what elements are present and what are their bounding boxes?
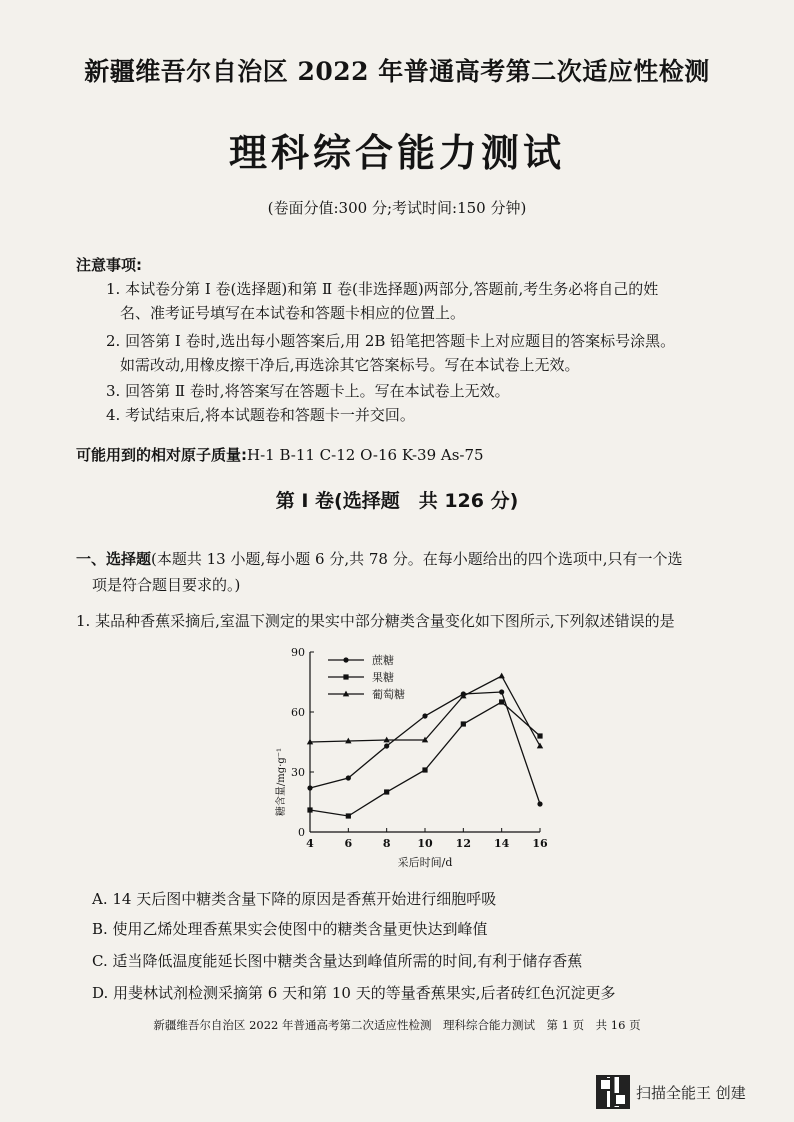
option-d: D. 用斐林试剂检测采摘第 6 天和第 10 天的等量香蕉果实,后者砖红色沉淀更多	[92, 984, 616, 1002]
data-point-1-0	[307, 807, 312, 812]
data-point-2-6	[537, 743, 543, 749]
legend-label-0: 蔗糖	[372, 654, 394, 667]
notice-item-4: 4. 考试结束后,将本试题卷和答题卡一并交回。	[106, 406, 415, 424]
score-time-info: (卷面分值:300 分;考试时间:150 分钟)	[267, 199, 527, 217]
data-point-1-3	[422, 767, 427, 772]
chart-svg	[262, 642, 562, 872]
legend-label-2: 葡萄糖	[372, 688, 405, 701]
data-point-0-3	[422, 713, 427, 718]
data-point-2-5	[498, 673, 504, 679]
scanner-watermark	[596, 1072, 776, 1112]
notice-item-1-cont: 名、准考证号填写在本试卷和答题卡相应的位置上。	[120, 304, 466, 322]
notice-item-1: 1. 本试卷分第 Ⅰ 卷(选择题)和第 Ⅱ 卷(非选择题)两部分,答题前,考生务必将自己的姓	[106, 280, 659, 298]
data-point-1-6	[537, 733, 542, 738]
data-point-1-1	[346, 813, 351, 818]
x-tick-label: 14	[494, 837, 510, 850]
instructions-text: (本题共 13 小题,每小题 6 分,共 78 分。在每小题给出的四个选项中,只有一个选	[151, 550, 683, 568]
notice-heading: 注意事项:	[76, 256, 142, 274]
y-axis-label: 糖含量/mg·g⁻¹	[276, 747, 287, 817]
data-point-0-0	[307, 785, 312, 790]
series-line-1	[310, 702, 540, 816]
data-point-1-5	[499, 699, 504, 704]
option-c: C. 适当降低温度能延长图中糖类含量达到峰值所需的时间,有利于储存香蕉	[92, 952, 583, 970]
option-a: A. 14 天后图中糖类含量下降的原因是香蕉开始进行细胞呼吸	[92, 890, 497, 908]
instructions-label: 一、选择题	[76, 550, 152, 568]
x-tick-label: 12	[455, 837, 471, 850]
section-title: 第 Ⅰ 卷(选择题 共 126 分)	[275, 490, 519, 512]
qr-code-icon	[596, 1075, 630, 1109]
y-tick-label: 0	[298, 826, 305, 839]
legend-marker-1	[343, 674, 348, 679]
page-footer: 新疆维吾尔自治区 2022 年普通高考第二次适应性检测 理科综合能力测试 第 1 页 共 16 页	[153, 1018, 641, 1032]
x-tick-label: 10	[417, 837, 433, 850]
section-instructions-cont: 项是符合题目要求的。)	[92, 576, 241, 594]
series-line-0	[310, 692, 540, 804]
atomic-mass-label: 可能用到的相对原子质量:	[76, 446, 247, 464]
x-tick-label: 6	[344, 837, 353, 850]
data-point-1-2	[384, 789, 389, 794]
exam-title: 新疆维吾尔自治区 2022 年普通高考第二次适应性检测	[84, 57, 710, 86]
sugar-content-chart	[262, 642, 562, 872]
x-axis-label: 采后时间/d	[397, 856, 453, 869]
y-tick-label: 30	[291, 766, 305, 779]
subject-title: 理科综合能力测试	[228, 131, 565, 175]
atomic-mass-values: H-1 B-11 C-12 O-16 K-39 As-75	[247, 446, 484, 464]
notice-item-2-cont: 如需改动,用橡皮擦干净后,再选涂其它答案标号。写在本试卷上无效。	[120, 356, 580, 374]
y-tick-label: 60	[291, 706, 305, 719]
notice-item-3: 3. 回答第 Ⅱ 卷时,将答案写在答题卡上。写在本试卷上无效。	[106, 382, 510, 400]
series-line-2	[310, 676, 540, 746]
legend-marker-0	[343, 657, 348, 662]
x-tick-label: 16	[532, 837, 548, 850]
atomic-mass-line	[76, 444, 484, 465]
watermark-text: 扫描全能王 创建	[636, 1083, 746, 1102]
section-instructions	[76, 548, 683, 569]
data-point-0-2	[384, 743, 389, 748]
option-b: B. 使用乙烯处理香蕉果实会使图中的糖类含量更快达到峰值	[92, 920, 488, 938]
data-point-0-6	[537, 801, 542, 806]
y-tick-label: 90	[291, 646, 305, 659]
notice-item-2: 2. 回答第 Ⅰ 卷时,选出每小题答案后,用 2B 铅笔把答题卡上对应题目的答案标号涂黑。	[106, 332, 676, 350]
data-point-1-4	[461, 721, 466, 726]
data-point-0-5	[499, 689, 504, 694]
legend-label-1: 果糖	[372, 671, 394, 684]
x-tick-label: 8	[382, 837, 391, 850]
x-tick-label: 4	[306, 837, 314, 850]
data-point-0-1	[346, 775, 351, 780]
question-1-stem: 1. 某品种香蕉采摘后,室温下测定的果实中部分糖类含量变化如下图所示,下列叙述错误的是	[76, 612, 675, 630]
